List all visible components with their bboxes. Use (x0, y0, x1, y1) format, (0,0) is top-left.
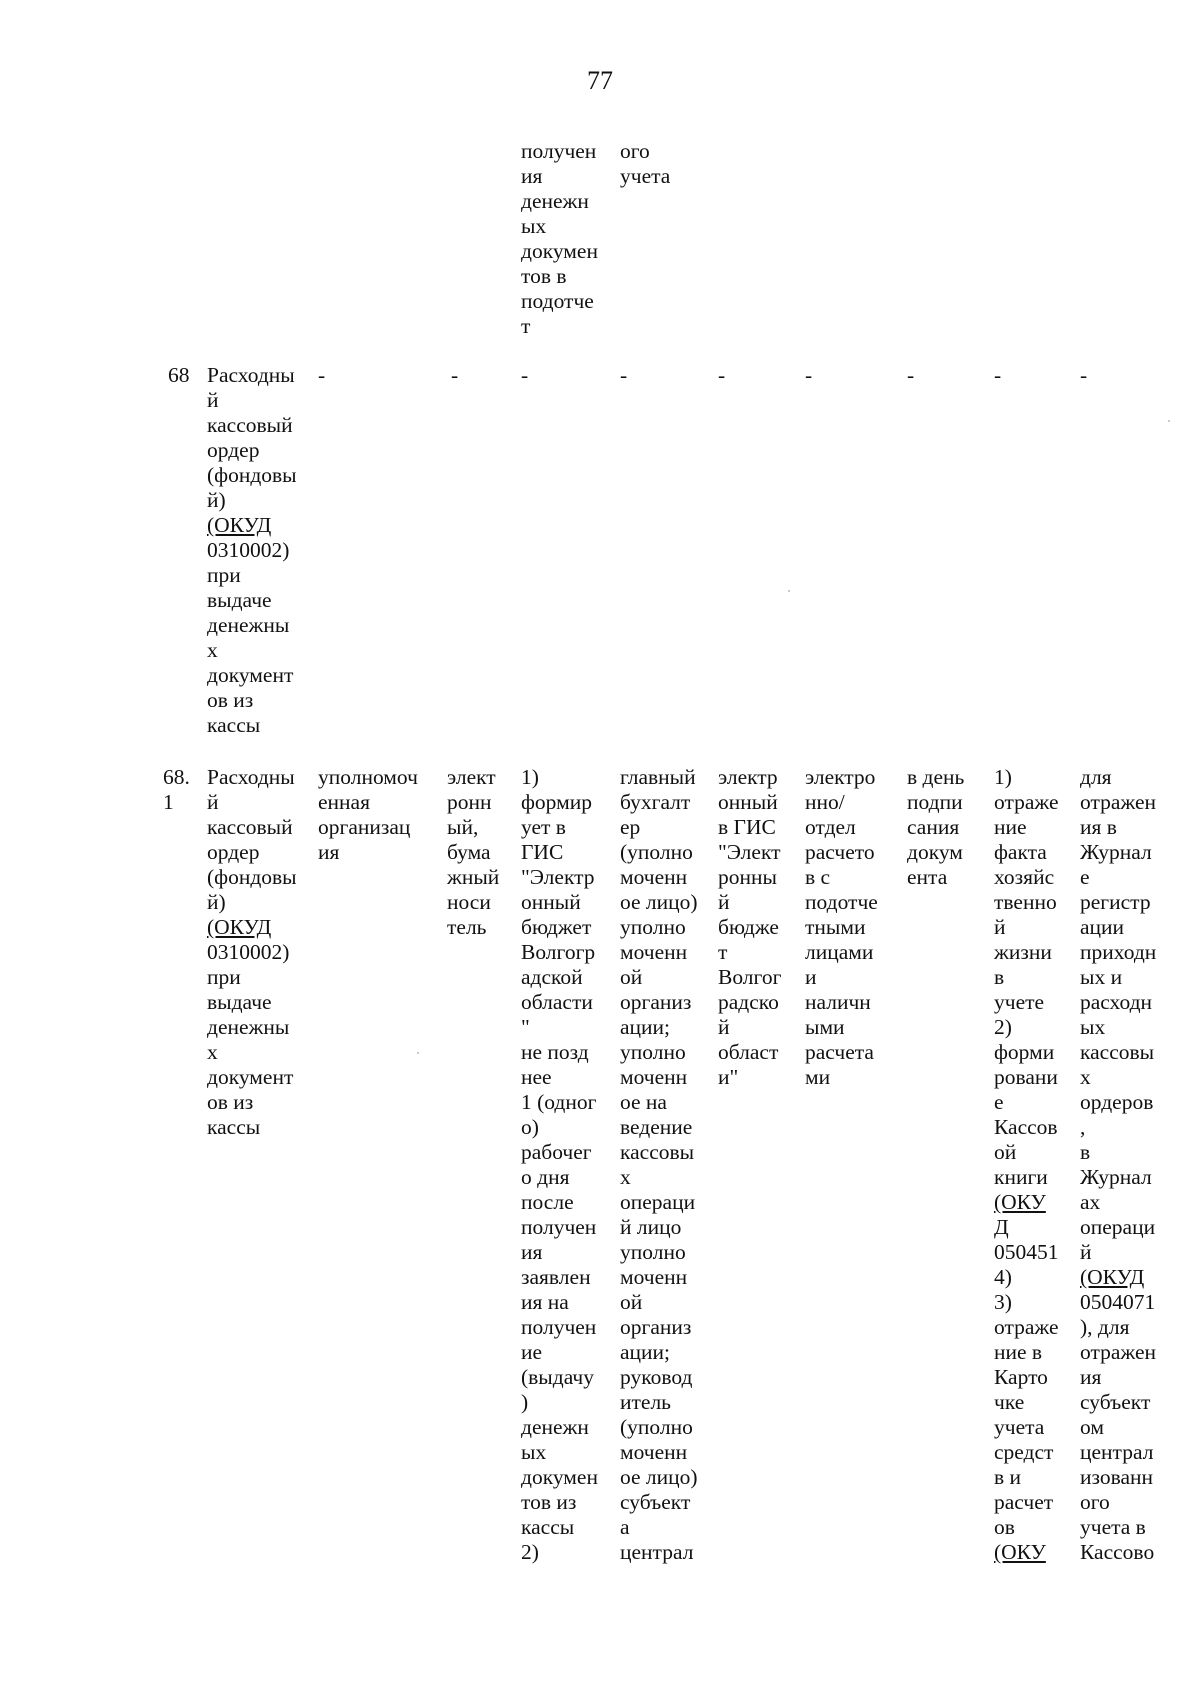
cell-line: ия на (521, 1290, 569, 1314)
row-68-document-name (207, 363, 297, 738)
cell-line: ых и (1080, 965, 1123, 989)
cell-line: кассовы (620, 1140, 695, 1164)
cell-line: Кассово (1080, 1540, 1155, 1564)
cell-line: тов в (521, 264, 567, 288)
cell-line: (уполно (620, 840, 693, 864)
cell-line: ое на (620, 1090, 667, 1114)
cell-line: тель (447, 915, 487, 939)
cell-line: ует в (521, 815, 566, 839)
cont-col-5 (620, 139, 670, 189)
cell-line: ации; (620, 1015, 671, 1039)
cell-line: моченн (620, 1065, 688, 1089)
cell-line: Волгогр (521, 940, 596, 964)
cell-line: 050451 (994, 1240, 1059, 1264)
row-68-1-recipient (805, 765, 878, 1090)
cell-line: 2) (994, 1015, 1012, 1039)
cell-line: выдаче (207, 990, 272, 1014)
row-68-dash-col-4: - (521, 363, 529, 387)
cell-line: не позд (521, 1040, 589, 1064)
row-68-1-responsible-organization (318, 765, 418, 865)
cell-line: 1 (163, 790, 174, 814)
cell-line: ого (1080, 1490, 1110, 1514)
cell-line: подпи (907, 790, 963, 814)
cell-line: подотче (521, 289, 594, 313)
cell-line: , (1080, 1115, 1086, 1139)
cell-line: расчет (994, 1490, 1054, 1514)
cell-line: ровани (994, 1065, 1058, 1089)
cell-line: учета в (1080, 1515, 1146, 1539)
cell-line: после (521, 1190, 574, 1214)
cell-line: ах (1080, 1190, 1101, 1214)
cell-line: получен (521, 139, 597, 163)
cell-line: (ОКУ (994, 1190, 1046, 1214)
cell-line: бума (447, 840, 491, 864)
cell-line: онный (718, 790, 778, 814)
cell-line: й (207, 790, 219, 814)
cell-line: й) (207, 488, 226, 512)
cell-line: (ОКУ (994, 1540, 1046, 1564)
cell-line: приходн (1080, 940, 1157, 964)
cell-line: ых (521, 214, 547, 238)
cell-line: чке (994, 1390, 1025, 1414)
cell-line: (фондовы (207, 463, 297, 487)
cell-line: централ (620, 1540, 694, 1564)
cell-line: нно/ (805, 790, 845, 814)
cell-line: в и (994, 1465, 1022, 1489)
cell-line: ие (521, 1340, 543, 1364)
cell-line: жизни (994, 940, 1052, 964)
cell-line: ), для (1080, 1315, 1130, 1339)
cell-line: организац (318, 815, 411, 839)
cell-line: рабочег (521, 1140, 592, 1164)
cell-line: 0310002) (207, 940, 290, 964)
cell-line: форми (994, 1040, 1055, 1064)
cell-line: ер (620, 815, 641, 839)
cell-line: ордер (207, 438, 260, 462)
cell-line: х (207, 638, 218, 662)
cell-line: при (207, 965, 241, 989)
cell-line: регистр (1080, 890, 1151, 914)
cell-line: ов (994, 1515, 1015, 1539)
cell-line: (уполно (620, 1415, 693, 1439)
cell-line: документ (207, 663, 294, 687)
cell-line: нее (521, 1065, 552, 1089)
row-68-dash-col-2: - (318, 363, 326, 387)
cell-line: заявлен (521, 1265, 591, 1289)
cell-line: в (1080, 1140, 1091, 1164)
cell-line: докумен (521, 1465, 598, 1489)
cell-line: организ (620, 990, 692, 1014)
cell-line: (ОКУД (207, 513, 272, 537)
row-68-dash-col-6: - (718, 363, 726, 387)
cell-line: ия (521, 164, 543, 188)
cell-line: лицами (805, 940, 874, 964)
cell-line: носи (447, 890, 491, 914)
cell-line: Расходны (207, 765, 295, 789)
cell-line: средст (994, 1440, 1054, 1464)
cell-line: е (1080, 865, 1090, 889)
cell-line: кассы (207, 713, 261, 737)
cell-line: отражен (1080, 1340, 1157, 1364)
cell-line: ации; (620, 1340, 671, 1364)
row-68-1-signatories (620, 765, 698, 1565)
cell-line: Журнал (1080, 1165, 1152, 1189)
cell-line: ого (620, 139, 650, 163)
cont-col-4 (521, 139, 598, 339)
cell-line: получен (521, 1315, 597, 1339)
cell-line: а (620, 1515, 630, 1539)
cell-line: " (521, 1015, 530, 1039)
cell-line: т (718, 940, 728, 964)
cell-line: организ (620, 1315, 692, 1339)
cell-line: в ГИС (718, 815, 776, 839)
cell-line: сания (907, 815, 960, 839)
cell-line: тов из (521, 1490, 577, 1514)
cell-line: моченн (620, 1440, 688, 1464)
cell-line: для (1080, 765, 1112, 789)
cell-line: Расходны (207, 363, 295, 387)
cell-line: кассы (207, 1115, 261, 1139)
cell-line: област (718, 1040, 779, 1064)
cell-line: 1) (521, 765, 539, 789)
cell-line: ордеров (1080, 1090, 1154, 1114)
cell-line: ых (521, 1440, 547, 1464)
cell-line: ия (521, 1240, 543, 1264)
cell-line: и" (718, 1065, 739, 1089)
cell-line: й (718, 1015, 730, 1039)
cell-line: моченн (620, 1265, 688, 1289)
cell-line: ых (1080, 1015, 1106, 1039)
row-68-1-preparation-procedure (521, 765, 598, 1565)
cell-line: й (994, 915, 1006, 939)
cell-line: моченн (620, 865, 688, 889)
cell-line: (выдачу (521, 1365, 594, 1389)
cell-line: главный (620, 765, 696, 789)
cell-line: адской (521, 965, 583, 989)
cell-line: ГИС (521, 840, 564, 864)
scan-speck (1168, 420, 1170, 422)
cell-line: получен (521, 1215, 597, 1239)
cell-line: 0310002) (207, 538, 290, 562)
scan-speck (417, 1052, 419, 1054)
cell-line: Карто (994, 1365, 1048, 1389)
cell-line: ия (1080, 1365, 1102, 1389)
cell-line: (фондовы (207, 865, 297, 889)
cell-line: х (620, 1165, 631, 1189)
cell-line: учета (620, 164, 671, 188)
row-68-1-number (163, 765, 190, 815)
cell-line: 1) (994, 765, 1012, 789)
cell-line: й (1080, 1240, 1092, 1264)
cell-line: документ (207, 1065, 294, 1089)
cell-line: отражен (1080, 790, 1157, 814)
cell-line: и (805, 965, 817, 989)
cell-line: ия в (1080, 815, 1117, 839)
cell-line: расчета (805, 1040, 874, 1064)
cell-line: ия (318, 840, 340, 864)
row-68-dash-col-7: - (805, 363, 813, 387)
cell-line: 1 (одног (521, 1090, 597, 1114)
row-68-number: 68 (168, 363, 190, 387)
cell-line: (ОКУД (1080, 1265, 1145, 1289)
cell-line: Кассов (994, 1115, 1058, 1139)
cell-line: централ (1080, 1440, 1154, 1464)
cell-line: х (207, 1040, 218, 1064)
cell-line: руковод (620, 1365, 693, 1389)
cell-line: бухгалт (620, 790, 691, 814)
cell-line: уполно (620, 1040, 686, 1064)
cell-line: радско (718, 990, 779, 1014)
cell-line: бюджет (521, 915, 592, 939)
cell-line: кассовы (1080, 1040, 1155, 1064)
cell-line: ыми (805, 1015, 845, 1039)
cell-line: о) (521, 1115, 539, 1139)
row-68-1-transfer-method (718, 765, 781, 1090)
cell-line: онный (521, 890, 581, 914)
cell-line: "Элект (718, 840, 781, 864)
cell-line: изованн (1080, 1465, 1154, 1489)
row-68-dash-col-3: - (451, 363, 459, 387)
cell-line: в с (805, 865, 831, 889)
cell-line: денежн (521, 1415, 589, 1439)
row-68-1-accounting-usage (994, 765, 1059, 1565)
cell-line: субъект (1080, 1390, 1151, 1414)
cell-line: докум (907, 840, 963, 864)
cell-line: 0504071 (1080, 1290, 1156, 1314)
cell-line: ов из (207, 688, 254, 712)
cell-line: ведение (620, 1115, 693, 1139)
cell-line: ние в (994, 1340, 1043, 1364)
row-68-dash-col-8: - (907, 363, 915, 387)
cell-line: ом (1080, 1415, 1104, 1439)
cell-line: кассы (521, 1515, 575, 1539)
cell-line: бюдже (718, 915, 779, 939)
cell-line: Д (994, 1215, 1009, 1239)
cell-line: отраже (994, 790, 1059, 814)
cell-line: 2) (521, 1540, 539, 1564)
cell-line: й (207, 388, 219, 412)
cell-line: е (994, 1090, 1004, 1114)
row-68-dash-col-10: - (1080, 363, 1088, 387)
row-68-1-registers (1080, 765, 1156, 1565)
row-68-1-document-name (207, 765, 297, 1140)
cell-line: кассовый (207, 815, 293, 839)
cell-line: Волгог (718, 965, 782, 989)
cell-line: выдаче (207, 588, 272, 612)
page-number: 77 (587, 66, 613, 95)
cell-line: учета (994, 1415, 1045, 1439)
cell-line: ) (521, 1390, 529, 1414)
cell-line: 68. (163, 765, 190, 789)
cell-line: ой (620, 1290, 643, 1314)
scan-speck (788, 590, 790, 592)
cell-line: моченн (620, 940, 688, 964)
cell-line: денежн (521, 189, 589, 213)
cell-line: енная (318, 790, 370, 814)
cell-line: т (521, 314, 531, 338)
cell-line: расходн (1080, 990, 1153, 1014)
cell-line: электро (805, 765, 876, 789)
cell-line: электр (718, 765, 778, 789)
cell-line: ронны (718, 865, 777, 889)
cell-line: наличн (805, 990, 871, 1014)
cell-line: о дня (521, 1165, 570, 1189)
cell-line: субъект (620, 1490, 691, 1514)
cell-line: области (521, 990, 593, 1014)
cell-line: в (994, 965, 1005, 989)
cell-line: в день (907, 765, 965, 789)
cell-line: твенно (994, 890, 1057, 914)
cell-line: й) (207, 890, 226, 914)
cell-line: (ОКУД (207, 915, 272, 939)
cell-line: ордер (207, 840, 260, 864)
row-68-1-document-format (447, 765, 499, 940)
cell-line: ента (907, 865, 948, 889)
cell-line: отдел (805, 815, 856, 839)
cell-line: денежны (207, 1015, 290, 1039)
cell-line: хозяйс (994, 865, 1055, 889)
cell-line: учете (994, 990, 1045, 1014)
cell-line: денежны (207, 613, 290, 637)
cell-line: операци (1080, 1215, 1156, 1239)
cell-line: ой (620, 965, 643, 989)
cell-line: книги (994, 1165, 1048, 1189)
cell-line: докумен (521, 239, 598, 263)
cell-line: ми (805, 1065, 831, 1089)
cell-line: расчето (805, 840, 875, 864)
cell-line: факта (994, 840, 1047, 864)
cell-line: ой (994, 1140, 1017, 1164)
cell-line: жный (447, 865, 500, 889)
cell-line: операци (620, 1190, 696, 1214)
row-68-dash-col-9: - (994, 363, 1002, 387)
cell-line: итель (620, 1390, 671, 1414)
cell-line: ронн (447, 790, 492, 814)
cell-line: ов из (207, 1090, 254, 1114)
cell-line: тными (805, 915, 866, 939)
cell-line: й (718, 890, 730, 914)
cell-line: ние (994, 815, 1027, 839)
cell-line: х (1080, 1065, 1091, 1089)
cell-line: ации (1080, 915, 1125, 939)
cell-line: отраже (994, 1315, 1059, 1339)
cell-line: ое лицо) (620, 1465, 698, 1489)
cell-line: подотче (805, 890, 878, 914)
cell-line: формир (521, 790, 592, 814)
cell-line: уполно (620, 1240, 686, 1264)
row-68-dash-col-5: - (620, 363, 628, 387)
cell-line: кассовый (207, 413, 293, 437)
cell-line: элект (447, 765, 496, 789)
cell-line: 4) (994, 1265, 1012, 1289)
cell-line: уполно (620, 915, 686, 939)
cell-line: 3) (994, 1290, 1012, 1314)
cell-line: й лицо (620, 1215, 682, 1239)
row-68-1-transfer-deadline (907, 765, 964, 890)
cell-line: "Электр (521, 865, 595, 889)
cell-line: Журнал (1080, 840, 1152, 864)
cell-line: ое лицо) (620, 890, 698, 914)
cell-line: ый, (447, 815, 479, 839)
cell-line: уполномоч (318, 765, 418, 789)
cell-line: при (207, 563, 241, 587)
